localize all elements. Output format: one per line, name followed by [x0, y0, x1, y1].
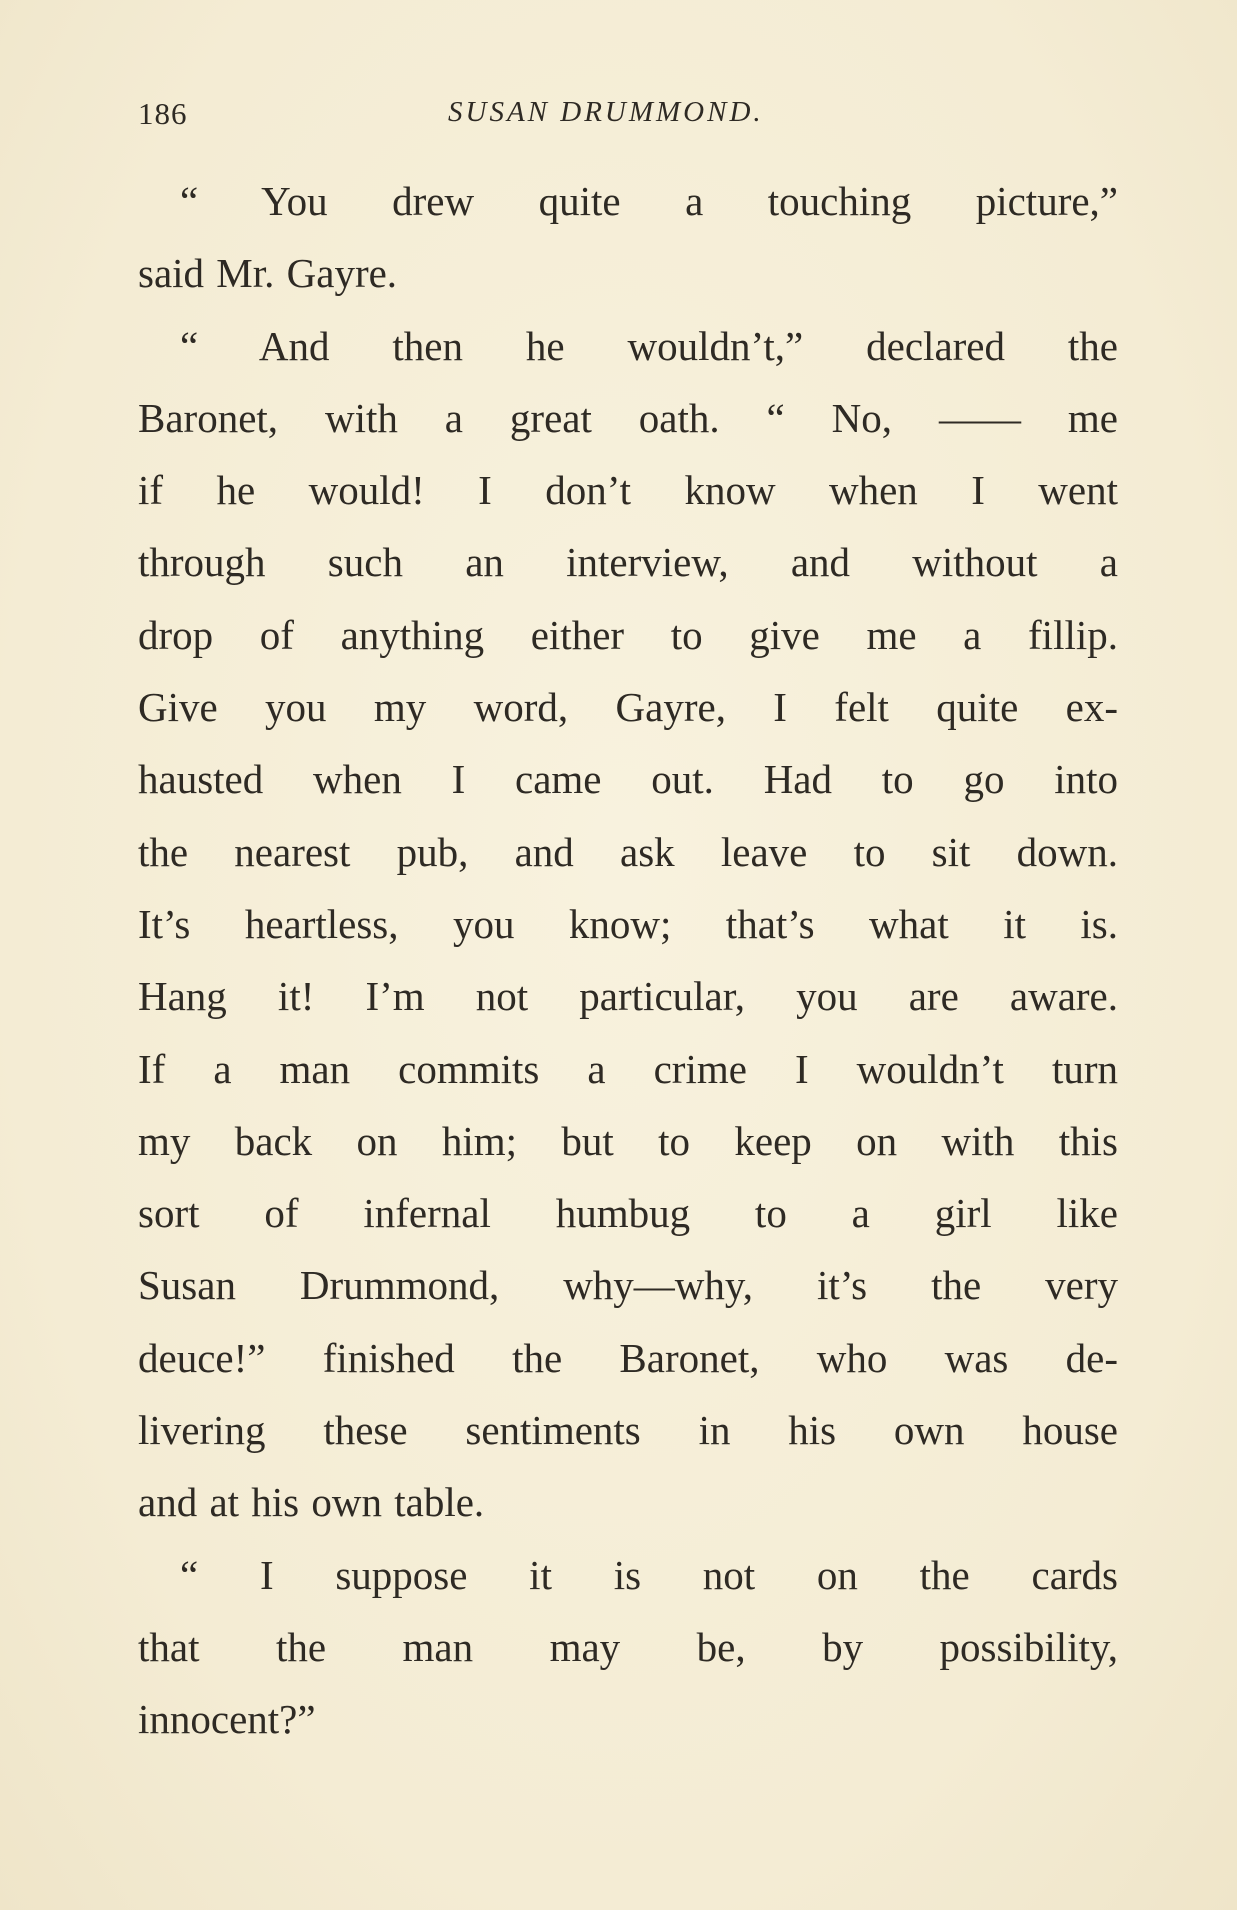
text-line: livering these sentiments in his own house — [138, 1407, 1118, 1454]
running-title: SUSAN DRUMMOND. — [448, 96, 764, 128]
text-line: innocent?” — [138, 1696, 316, 1743]
text-line: sort of infernal humbug to a girl like — [138, 1190, 1118, 1237]
body-text — [138, 165, 1118, 1756]
text-line: “ I suppose it is not on the cards — [180, 1551, 1118, 1598]
text-line: It’s heartless, you know; that’s what it is. — [138, 900, 1118, 947]
text-line: said Mr. Gayre. — [138, 250, 398, 297]
text-line: “ And then he wouldn’t,” declared the — [180, 322, 1118, 369]
text-line: Give you my word, Gayre, I felt quite ex- — [138, 684, 1118, 731]
page-number: 186 — [138, 96, 188, 131]
text-line: “ You drew quite a touching picture,” — [180, 178, 1118, 224]
text-line: if he would! I don’t know when I went — [138, 467, 1118, 514]
text-line: If a man commits a crime I wouldn’t turn — [138, 1045, 1118, 1092]
page-header — [138, 96, 1118, 140]
text-line: hausted when I came out. Had to go into — [138, 756, 1118, 803]
text-line: Hang it! I’m not particular, you are aware. — [138, 973, 1118, 1020]
text-line: through such an interview, and without a — [138, 539, 1118, 586]
text-line: drop of anything either to give me a fillip. — [138, 611, 1118, 658]
text-line: deuce!” finished the Baronet, who was de- — [138, 1334, 1118, 1381]
text-line: that the man may be, by possibility, — [138, 1623, 1118, 1670]
text-line: and at his own table. — [138, 1479, 485, 1526]
text-line: my back on him; but to keep on with this — [138, 1117, 1118, 1164]
text-line: Susan Drummond, why—why, it’s the very — [138, 1262, 1118, 1309]
text-line: the nearest pub, and ask leave to sit down. — [138, 828, 1118, 875]
text-line: Baronet, with a great oath. “ No, —— me — [138, 394, 1118, 441]
